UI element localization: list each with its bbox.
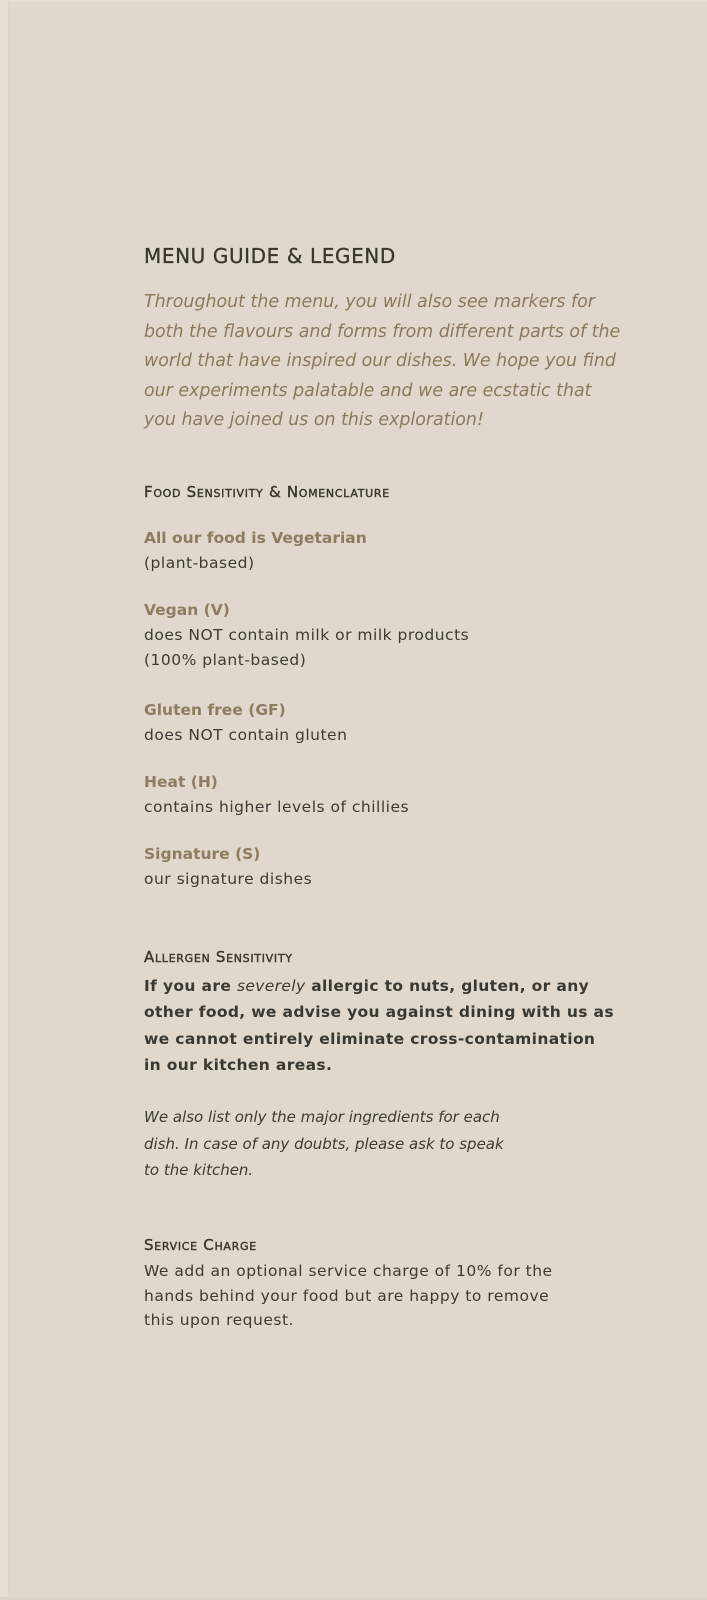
legend-item-gluten-free [144,698,347,748]
legend-item-vegan [144,598,469,673]
legend-label: Vegan (V) [144,601,230,619]
legend-label: Signature (S) [144,845,261,863]
intro-paragraph [144,288,644,436]
allergen-text: allergic to nuts, gluten, or any [305,977,590,995]
legend-label: All our food is Vegetarian [144,529,367,547]
intro-line: both the flavours and forms from different parts of the [144,321,621,342]
service-charge-text [144,1259,553,1333]
page-title: MENU GUIDE & LEGEND [144,244,396,268]
legend-description: our signature dishes [144,870,313,888]
allergen-warning-line [144,973,614,999]
service-charge-line: We add an optional service charge of 10% for the [144,1262,553,1280]
legend-label: Heat (H) [144,773,218,791]
legend-description: does NOT contain gluten [144,726,348,744]
allergen-note-line: dish. In case of any doubts, please ask to speak [144,1134,504,1153]
food-sensitivity-heading: Food Sensitivity & Nomenclature [144,483,390,501]
intro-line: world that have inspired our dishes. We hope you find [144,351,616,371]
intro-line: you have joined us on this exploration! [144,410,484,430]
service-charge-line: this upon request. [144,1311,294,1329]
legend-label: Gluten free (GF) [144,701,286,719]
allergen-note-line: to the kitchen. [144,1161,254,1179]
legend-description: contains higher levels of chillies [144,798,410,816]
allergen-note [144,1104,504,1184]
allergen-text: If you are [144,977,237,995]
service-charge-line: hands behind your food but are happy to remove [144,1286,550,1305]
allergen-heading: Allergen Sensitivity [144,948,293,966]
allergen-warning-line: we cannot entirely eliminate cross-contamination [144,1029,596,1048]
page-top-edge [0,0,707,2]
allergen-emphasis: severely [236,977,306,995]
allergen-warning-line: other food, we advise you against dining with us as [144,1003,614,1022]
page-left-edge [0,0,9,1600]
legend-description: (plant-based) [144,554,255,572]
legend-item-signature [144,842,312,892]
legend-description: (100% plant-based) [144,651,307,669]
intro-line: Throughout the menu, you will also see markers for [144,292,595,312]
legend-item-vegetarian [144,526,367,576]
allergen-warning-line: in our kitchen areas. [144,1055,333,1074]
legend-description: does NOT contain milk or milk products [144,626,470,644]
service-charge-heading: Service Charge [144,1236,257,1254]
legend-item-heat [144,770,409,820]
allergen-warning [144,973,614,1078]
intro-line: our experiments palatable and we are ecstatic that [144,380,592,401]
allergen-note-line: We also list only the major ingredients for each [144,1108,500,1126]
